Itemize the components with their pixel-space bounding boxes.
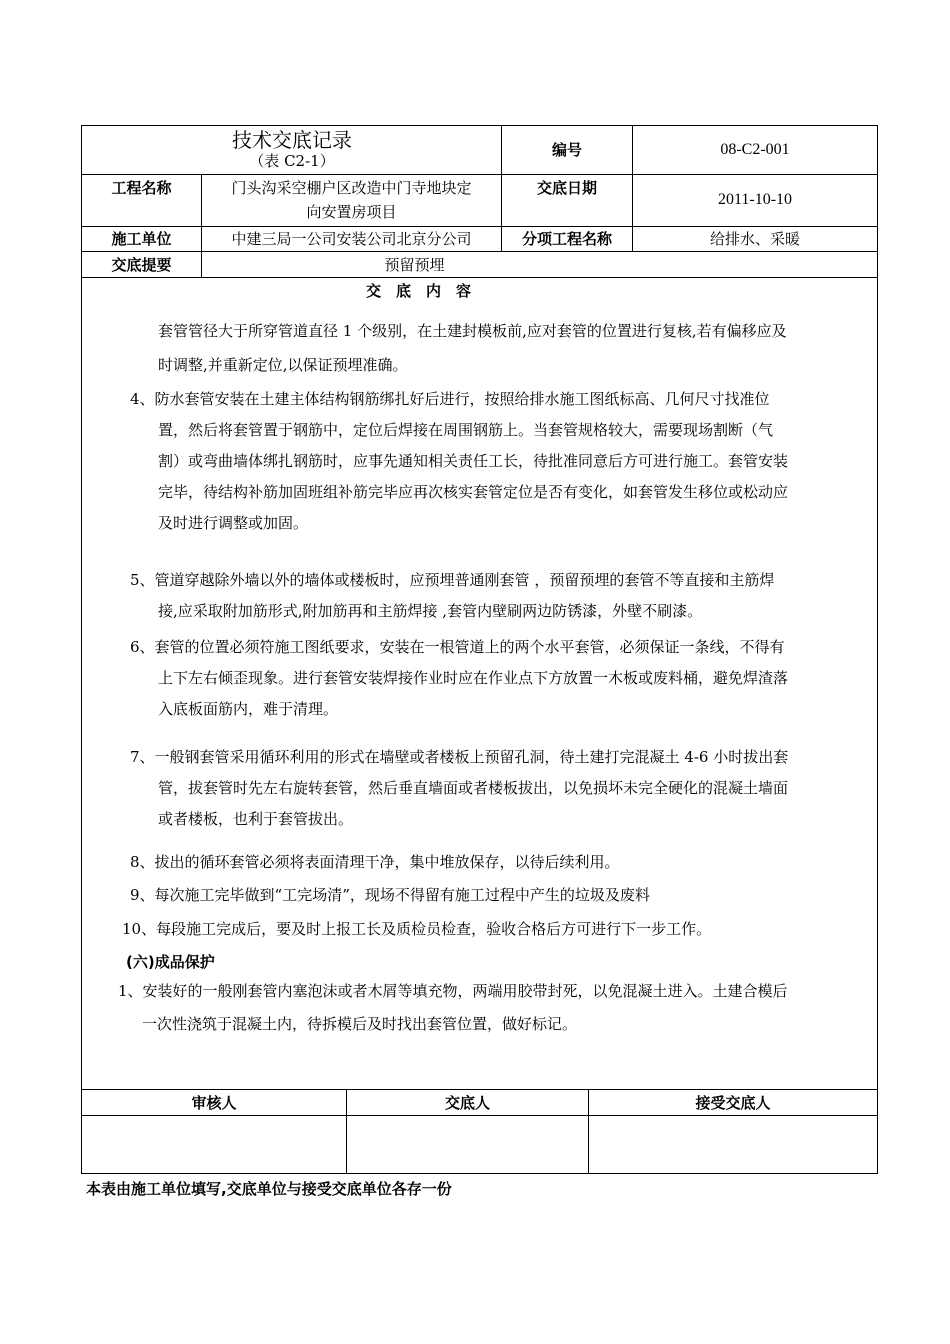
form-title: 技术交底记录	[232, 128, 352, 152]
number-value: 08-C2-001	[720, 141, 790, 158]
paragraph-10: 10、每段施工完成后，要及时上报工长及质检员检查，验收合格后方可进行下一步工作。	[122, 920, 712, 938]
paragraph-4	[130, 384, 788, 539]
table-border-top	[81, 125, 878, 126]
paragraph-8: 8、拔出的循环套管必须将表面清理干净，集中堆放保存，以待后续利用。	[130, 853, 620, 871]
form-subtitle: （表 C2-1）	[249, 152, 335, 170]
discloser-label: 交底人	[444, 1094, 490, 1112]
paragraph-line: 时调整,并重新定位,以保证预埋准确。	[158, 356, 408, 374]
table-border-right	[877, 125, 878, 1174]
paragraph-3	[158, 314, 787, 382]
paragraph-line: 6、套管的位置必须符施工图纸要求，安装在一根管道上的两个水平套管，必须保证一条线，不得有	[130, 638, 785, 656]
paragraph-5	[130, 565, 774, 627]
footer-note: 本表由施工单位填写,交底单位与接受交底单位各存一份	[86, 1180, 452, 1198]
paragraph-line: 上下左右倾歪现象。进行套管安装焊接作业时应在作业点下方放置一木板或废料桶，避免焊渣落	[158, 669, 789, 687]
table-rule	[81, 1089, 878, 1090]
subproject-value: 给排水、采暖	[709, 230, 800, 248]
paragraph-line: 7、一般钢套管采用循环利用的形式在墙壁或者楼板上预留孔洞，待土建打完混凝土 4-6 小时拔出套	[130, 748, 789, 766]
project-name-line: 向安置房项目	[306, 203, 397, 221]
paragraph-line: 管，拔套管时先左右旋转套管，然后垂直墙面或者楼板拔出，以免损坏未完全硬化的混凝土墙面	[158, 779, 789, 797]
table-border-left	[81, 125, 82, 1174]
paragraph-line: 完毕，待结构补筋加固班组补筋完毕应再次核实套管定位是否有变化，如套管发生移位或松动应	[158, 483, 789, 501]
content-heading: 交 底 内 容	[366, 282, 472, 300]
paragraph-7	[130, 742, 788, 835]
paragraph-line: 割）或弯曲墙体绑扎钢筋时，应事先通知相关责任工长，待批准同意后方可进行施工。套管安装	[158, 452, 789, 470]
paragraph-line: 及时进行调整或加固。	[158, 514, 309, 532]
paragraph-6	[130, 632, 788, 725]
paragraph-line: 1、安装好的一般刚套管内塞泡沫或者木屑等填充物，两端用胶带封死，以免混凝土进入。土建合模后	[118, 982, 788, 1000]
section-6-title: (六)成品保护	[126, 953, 215, 971]
paragraph-line: 接,应采取附加筋形式,附加筋再和主筋焊接 ,套管内壁刷两边防锈漆，外壁不刷漆。	[158, 602, 703, 620]
receiver-label: 接受交底人	[695, 1094, 771, 1112]
reviewer-label: 审核人	[191, 1094, 237, 1112]
table-border-bottom	[81, 1173, 878, 1174]
date-value: 2011-10-10	[717, 191, 793, 208]
paragraph-line: 置，然后将套管置于钢筋中，定位后焊接在周围钢筋上。当套管规格较大，需要现场割断（气	[158, 421, 774, 439]
summary-label: 交底提要	[111, 256, 172, 274]
section-6-paragraph	[118, 975, 788, 1041]
paragraph-9: 9、每次施工完毕做到“工完场清”，现场不得留有施工过程中产生的垃圾及废料	[130, 886, 650, 904]
subproject-label: 分项工程名称	[521, 230, 612, 248]
table-rule	[81, 1115, 878, 1116]
unit-value: 中建三局一公司安装公司北京分公司	[231, 230, 472, 248]
summary-value: 预留预埋	[384, 256, 445, 274]
date-label: 交底日期	[536, 179, 597, 197]
paragraph-line: 4、防水套管安装在土建主体结构钢筋绑扎好后进行，按照给排水施工图纸标高、几何尺寸找准位	[130, 390, 770, 408]
unit-label: 施工单位	[111, 230, 172, 248]
paragraph-line: 或者楼板，也利于套管拔出。	[158, 810, 354, 828]
paragraph-line: 套管管径大于所穿管道直径 1 个级别，在土建封模板前,应对套管的位置进行复核,若有偏移应及	[158, 322, 787, 340]
project-name-line: 门头沟采空棚户区改造中门寺地块定	[231, 179, 472, 197]
paragraph-line: 5、管道穿越除外墙以外的墙体或楼板时，应预埋普通刚套管 ，预留预埋的套管不等直接和主筋焊	[130, 571, 775, 589]
number-label: 编号	[551, 141, 582, 159]
paragraph-line: 入底板面筋内，难于清理。	[158, 700, 339, 718]
paragraph-line: 一次性浇筑于混凝土内，待拆模后及时找出套管位置，做好标记。	[142, 1015, 578, 1033]
project-name-label: 工程名称	[111, 179, 172, 197]
